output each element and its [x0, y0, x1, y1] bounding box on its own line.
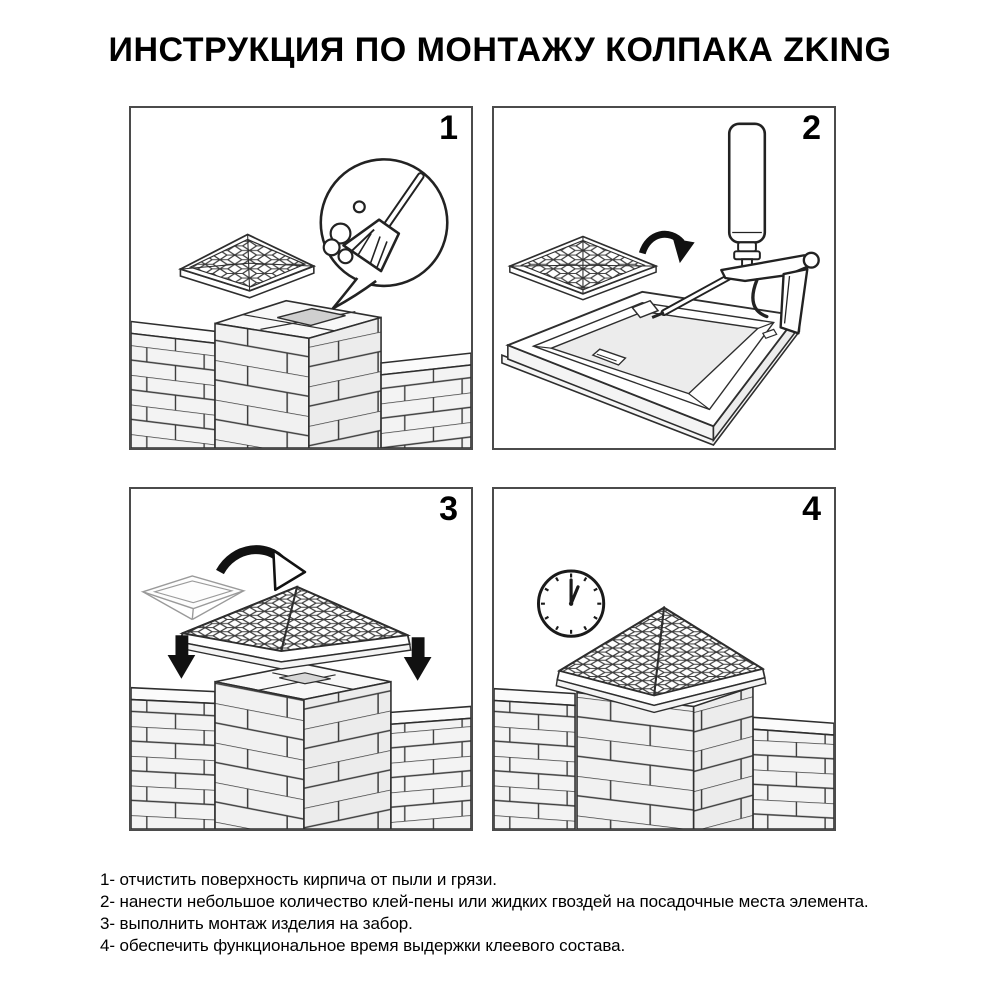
steps-grid: [129, 106, 836, 831]
brick-wall-right: [381, 353, 471, 448]
instruction-step-1: 1- отчистить поверхность кирпича от пыли и грязи.: [100, 870, 497, 889]
step-panel-4: [492, 487, 836, 831]
brick-wall-left: [131, 688, 215, 829]
rotate-arrow-icon: [642, 234, 694, 263]
brick-pillar: [215, 664, 391, 829]
brick-wall-right: [391, 706, 471, 829]
cap-flipped-ghost: [143, 576, 244, 619]
instruction-step-4: 4- обеспечить функциональное время выдержки клеевого состава.: [100, 936, 626, 955]
foam-gun-icon: [652, 124, 819, 334]
clock-icon: [538, 571, 603, 636]
cap-top-view: [175, 232, 313, 298]
cap-top-view: [510, 236, 656, 299]
step3-illustration: [131, 489, 471, 829]
instructions-list: [100, 869, 869, 957]
step4-illustration: [494, 489, 834, 829]
panel-number: 4: [802, 490, 821, 528]
step-panel-1: [129, 106, 473, 450]
brick-wall-left: [131, 321, 215, 448]
page-title: ИНСТРУКЦИЯ ПО МОНТАЖУ КОЛПАКА ZKING: [108, 31, 892, 69]
instruction-step-2: 2- нанести небольшое количество клей-пены или жидких гвоздей на посадочные места элемента.: [100, 892, 869, 911]
instruction-step-3: 3- выполнить монтаж изделия на забор.: [100, 914, 413, 933]
panel-number: 2: [802, 109, 821, 147]
brick-pillar: [215, 301, 381, 448]
step-panel-2: [492, 106, 836, 450]
brick-wall-right: [753, 717, 834, 829]
brick-wall-left: [494, 689, 575, 829]
adhesive-tray: [502, 292, 800, 445]
flip-arrow-icon: [220, 550, 305, 590]
panel-number: 3: [439, 490, 458, 528]
step1-illustration: [131, 108, 471, 448]
step2-illustration: [494, 108, 834, 448]
step-panel-3: [129, 487, 473, 831]
panel-number: 1: [439, 109, 458, 147]
